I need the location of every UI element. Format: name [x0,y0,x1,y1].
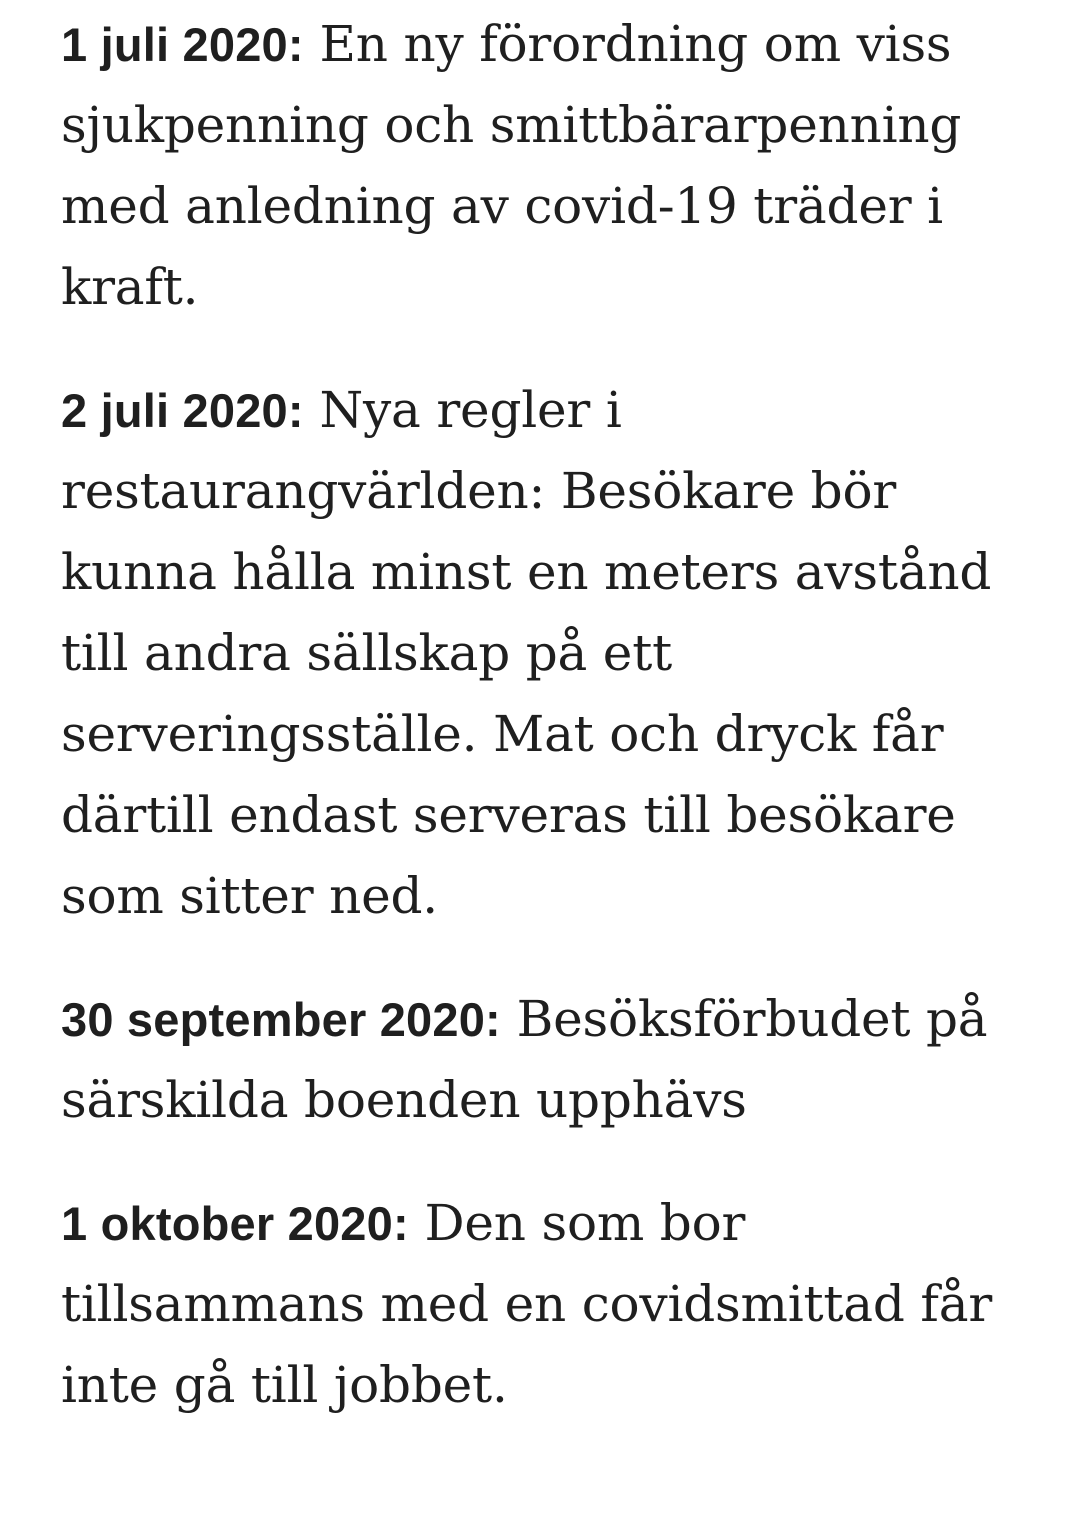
entry-date: 1 juli 2020: [61,18,304,71]
timeline-entry-2 [61,370,1021,937]
timeline-entry-1 [61,4,1021,328]
entry-text: Besöksförbudet på särskilda boenden upphävs [61,990,988,1129]
entry-text: Den som bor tillsammans med en covidsmittad får inte gå till jobbet. [61,1194,993,1414]
timeline-entry-3 [61,979,1021,1141]
entry-date: 2 juli 2020: [61,384,304,437]
entry-date: 1 oktober 2020: [61,1197,409,1250]
timeline-entry-4 [61,1183,1021,1426]
entry-text: Nya regler i restaurangvärlden: Besökare bör kunna hålla minst en meters avstånd till andra sällskap på ett serveringsställe. Mat och dryck får därtill endast serveras till besökare som sitter ned. [61,381,992,925]
entry-date: 30 september 2020: [61,993,501,1046]
entry-text: En ny förordning om viss sjukpenning och smittbärarpenning med anledning av covid-19 träder i kraft. [61,15,962,316]
timeline-article [61,4,1021,1468]
